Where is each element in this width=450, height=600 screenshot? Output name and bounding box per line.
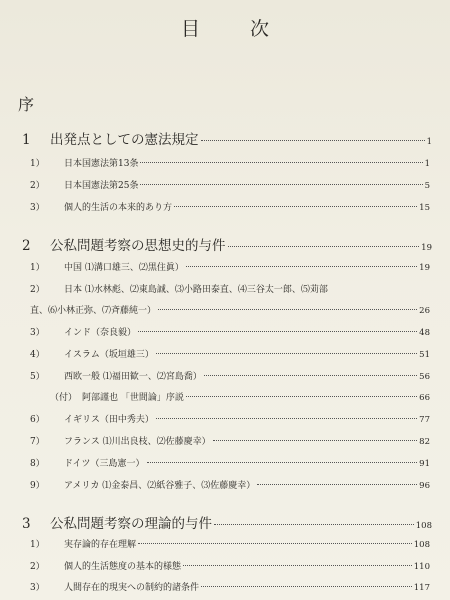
toc-item: 1） 実存論的存在理解 108 bbox=[30, 540, 430, 550]
toc-item: 8） ドイツ（三島憲一） 91 bbox=[30, 459, 430, 469]
section-title: 出発点としての憲法規定 bbox=[50, 132, 199, 148]
toc-item: 2） 日本 ⑴水林彪、⑵東島誠、⑶小路田泰直、⑷三谷太一郎、⑸苅部 bbox=[30, 285, 328, 295]
toc-item: 4） イスラム（坂垣雄三） 51 bbox=[30, 350, 430, 360]
toc-item: 2） 個人的生活態度の基本的様態 110 bbox=[30, 562, 430, 572]
toc-item-continued: 直、⑹小林正弥、⑺斉藤純一） 26 bbox=[30, 306, 430, 316]
dot-leader bbox=[228, 246, 420, 247]
section-number: 3 bbox=[22, 516, 31, 532]
toc-item: 5） 西欧一般 ⑴福田歓一、⑵宮島喬） 56 bbox=[30, 372, 430, 382]
toc-section-3 bbox=[22, 512, 432, 532]
toc-item-appendix: （付） 阿部謹也 「世間論」序説 66 bbox=[50, 393, 430, 403]
section-page: 19 bbox=[421, 243, 432, 253]
toc-item: 1） 中国 ⑴溝口雄三、⑵黒住眞） 19 bbox=[30, 263, 430, 273]
section-page: 108 bbox=[415, 521, 432, 531]
section-page: 1 bbox=[426, 137, 432, 147]
toc-item: 9） アメリカ ⑴金泰昌、⑵紙谷雅子、⑶佐藤慶幸） 96 bbox=[30, 481, 430, 491]
dot-leader bbox=[214, 524, 414, 525]
preface-heading: 序 bbox=[18, 95, 35, 114]
toc-item: 7） フランス ⑴川出良枝、⑵佐藤慶幸） 82 bbox=[30, 437, 430, 447]
toc-item: 1） 日本国憲法第13条 1 bbox=[30, 159, 430, 169]
section-title: 公私問題考察の思想史的与件 bbox=[50, 238, 226, 254]
page-title: 目 次 bbox=[180, 18, 292, 40]
toc-section-2 bbox=[22, 234, 432, 254]
section-title: 公私問題考察の理論的与件 bbox=[50, 516, 212, 532]
toc-section-1 bbox=[22, 128, 432, 148]
section-number: 1 bbox=[22, 132, 31, 148]
toc-item: 2） 日本国憲法第25条 5 bbox=[30, 181, 430, 191]
toc-item: 6） イギリス（田中秀夫） 77 bbox=[30, 415, 430, 425]
toc-item: 3） 人間存在的現実への制約的諸条件 117 bbox=[30, 583, 430, 593]
section-number: 2 bbox=[22, 238, 31, 254]
toc-item: 3） インド（奈良毅） 48 bbox=[30, 328, 430, 338]
toc-item: 3） 個人的生活の本来的あり方 15 bbox=[30, 203, 430, 213]
dot-leader bbox=[201, 140, 425, 141]
